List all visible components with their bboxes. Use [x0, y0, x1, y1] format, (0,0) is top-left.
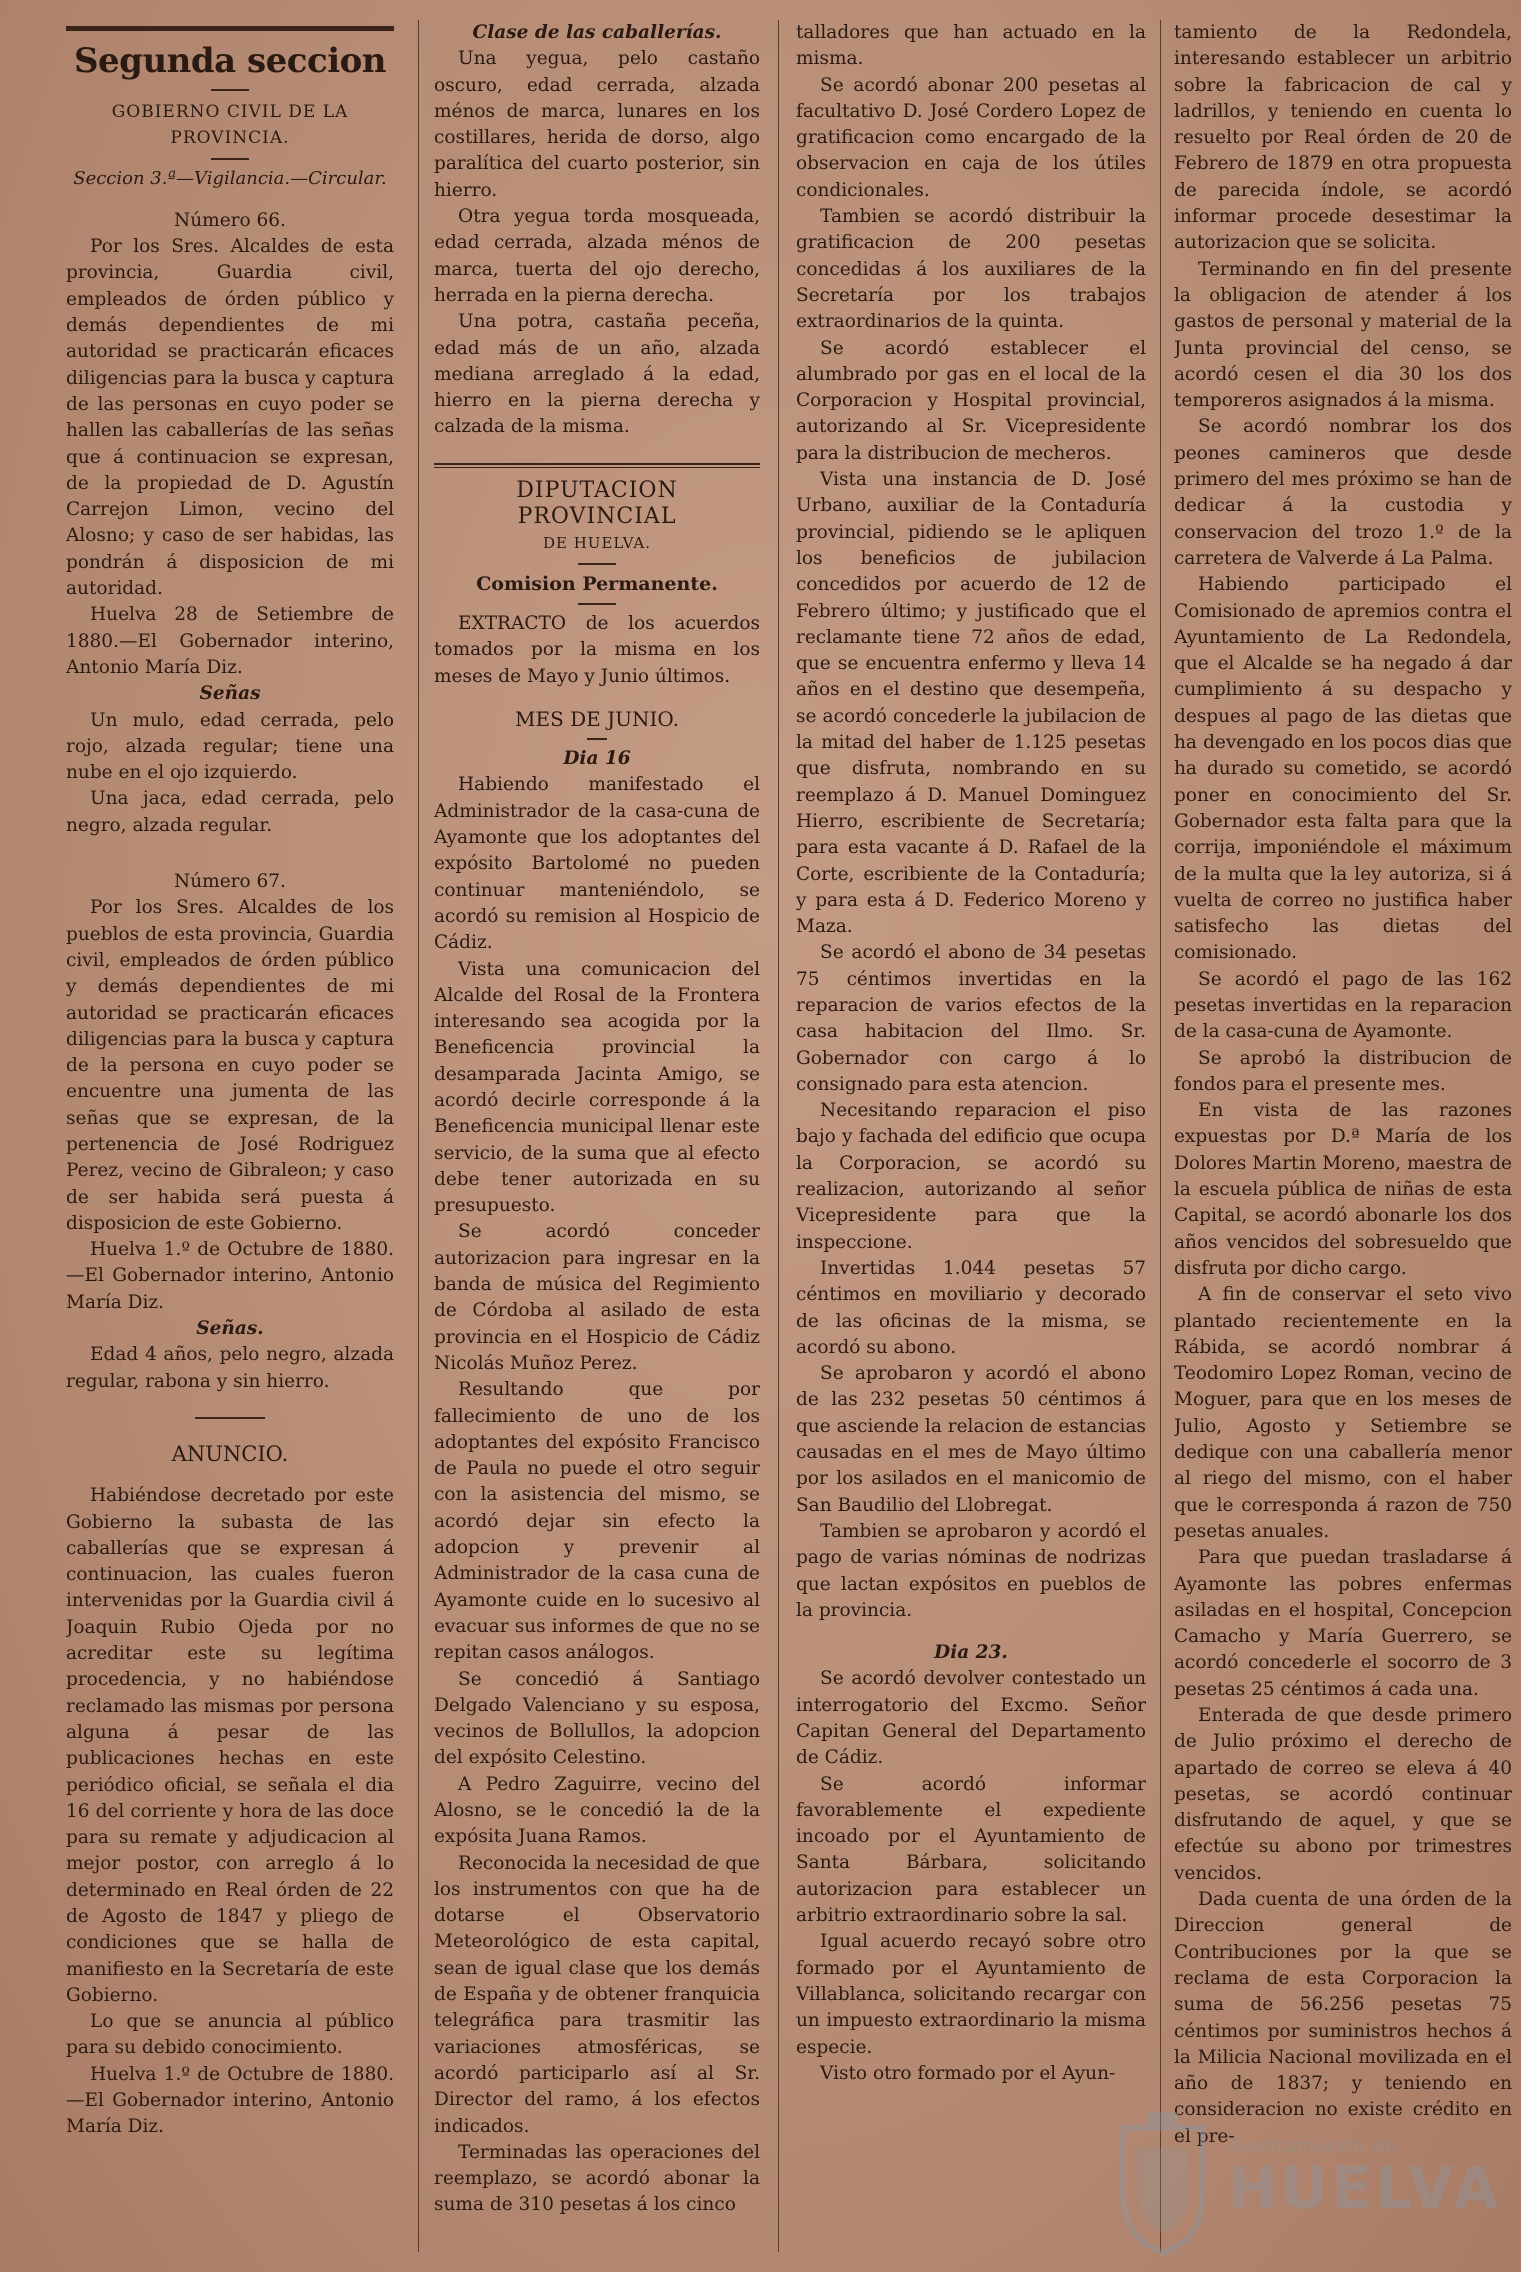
- acuerdo-paragraph: Se acordó devolver contestado un interrogatorio del Excmo. Señor Capitan General del Departamento de Cádiz.: [796, 1668, 1146, 1769]
- acuerdo-paragraph: Vista una comunicacion del Alcalde del Rosal de la Frontera interesando sea acogida por la Beneficencia provincial la desamparada Jacinta Amigo, se acordó decirle corresponde á la Beneficencia municipal llenar este servicio, de la suma que al efecto debe tener autorizada en su presupuesto.: [434, 958, 760, 1217]
- anuncio-body: Habiéndose decretado por este Gobierno la subasta de las caballerías que se expresan á continuacion, las cuales fueron intervenidas por la Guardia civil á Joaquin Rubio Ojeda por no acreditar este su legítima procedencia, y no habiéndose reclamado las mismas por persona alguna á pesar de las publicaciones hechas en este periódico oficial, se señala el dia 16 del corriente y hora de las doce para su remate y adjudicacion al mejor postor, con arreglo á lo determinado en Real órden de 22 de Agosto de 1847 y pliego de condiciones que se halla de manifiesto en la Secretaría de este Gobierno.: [66, 1485, 394, 2006]
- numero-66-senas-title: Señas: [199, 683, 261, 705]
- acuerdo-paragraph: En vista de las razones expuestas por D.ª María de los Dolores Martin Moreno, maestra de la escuela pública de niñas de esta Capital, se acordó abonarle los dos años vencidos del sobresueldo que disfruta por dicho cargo.: [1174, 1100, 1512, 1279]
- acuerdo-paragraph: Dada cuenta de una órden de la Direccion general de Contribuciones por la que se reclama de esta Corporacion la suma de 56.256 pesetas 75 céntimos por suministros hechos á la Milicia Nacional movilizada en el año de 1837; y teniendo en consideracion no existe crédito en el pre-: [1174, 1889, 1512, 2147]
- acuerdo-paragraph: Necesitando reparacion el piso bajo y fachada del edificio que ocupa la Corporacion, se acordó su realizacion, autorizando al señor Vicepresidente para que la inspeccione.: [796, 1100, 1146, 1253]
- diputacion-title: DIPUTACION PROVINCIAL: [516, 477, 678, 530]
- acuerdo-paragraph: Se aprobaron y acordó el abono de las 232 pesetas 50 céntimos á que asciende la relacion de estancias causadas en el mes de Mayo último por los asilados en el manicomio de San Baudilio del Llobregat.: [796, 1363, 1146, 1516]
- acuerdo-paragraph: Tambien se aprobaron y acordó el pago de varias nóminas de nodrizas que lactan expósitos en pueblos de la provincia.: [796, 1520, 1146, 1621]
- numero-66-title: Número 66.: [174, 209, 286, 231]
- coat-of-arms-icon: [1108, 2108, 1218, 2258]
- column-rule: [418, 20, 419, 2252]
- watermark-line-1: Ayuntamiento de: [1228, 2136, 1397, 2157]
- acuerdo-paragraph: Vista una instancia de D. José Urbano, auxiliar de la Contaduría provincial, pidiendo se le apliquen los beneficios de jubilacion concedidos por acuerdo de 12 de Febrero último; y justificado que el reclamante tiene 72 años de edad, que se encuentra enfermo y lleva 14 años en el destino que desempeña, se acordó concederle la jubilacion de la mitad del haber de 1.125 pesetas que disfruta, nombrando en su reemplazo á D. Manuel Dominguez Hierro, escribiente de Secretaría; para esta vacante á D. Rafael de la Corte, escribiente de la Contaduría; y para esta á D. Federico Moreno y Maza.: [796, 469, 1146, 938]
- clase-item-2: Otra yegua torda mosqueada, edad cerrada, alzada ménos de marca, tuerta del ojo derecho, herrada en la pierna derecha.: [434, 206, 760, 306]
- clase-item-3: Una potra, castaña peceña, edad más de un año, alzada mediana arreglado á la edad, hierro en la pierna derecha y calzada de la misma.: [434, 311, 760, 438]
- numero-67-sena-1: Edad 4 años, pelo negro, alzada regular, rabona y sin hierro.: [66, 1344, 394, 1392]
- dia-16-title: Dia 16: [563, 748, 631, 770]
- acuerdo-paragraph: Se acordó conceder autorizacion para ingresar en la banda de música del Regimiento de Córdoba al asilado de esta provincia en el Hospicio de Cádiz Nicolás Muñoz Perez.: [434, 1221, 760, 1374]
- acuerdo-paragraph: Reconocida la necesidad de que los instrumentos con que ha de dotarse el Observatorio Meteorológico de esta capital, sean de igual clase que los demás de España y de obtener franquicia telegráfica para trasmitir las variaciones atmosféricas, se acordó participarlo así al Sr. Director del ramo, á los efectos indicados.: [434, 1852, 760, 2137]
- acuerdo-paragraph: Invertidas 1.044 pesetas 57 céntimos en moviliario y decorado de las oficinas de la misma, se acordó su abono.: [796, 1257, 1146, 1358]
- column-rule: [1160, 20, 1161, 2252]
- numero-66-sena-1: Un mulo, edad cerrada, pelo rojo, alzada regular; tiene una nube en el ojo izquierdo.: [66, 709, 394, 784]
- column-3: [796, 20, 1146, 2262]
- numero-66-sena-2: Una jaca, edad cerrada, pelo negro, alzada regular.: [66, 788, 394, 836]
- divider: [211, 158, 249, 160]
- divider: [587, 738, 607, 740]
- comision-title: Comision Permanente.: [476, 572, 718, 595]
- acuerdo-paragraph: Se acordó el abono de 34 pesetas 75 céntimos invertidas en la reparacion de varios efectos de la casa habitacion del Ilmo. Sr. Gobernador con cargo á lo consignado para esta atencion.: [796, 942, 1146, 1095]
- watermark-line-2: HUELVA: [1228, 2154, 1503, 2222]
- seccion-line: Seccion 3.ª—Vigilancia.—Circular.: [73, 167, 387, 189]
- acuerdo-paragraph: Habiendo participado el Comisionado de apremios contra el Ayuntamiento de La Redondela, que el Alcalde se ha negado á dar cumplimiento á su despacho y despues al pago de las dietas que ha devengado en los pocos dias que ha durado su cometido, se acordó poner en conocimiento del Sr. Gobernador esta falta para que la corrija, imponiéndole el máximum de la multa que la ley autoriza, si á vuelta de correo no justifica haber satisfecho las dietas del comisionado.: [1174, 574, 1512, 964]
- divider: [195, 1417, 265, 1419]
- anuncio-signature: Huelva 1.º de Octubre de 1880.—El Gobernador interino, Antonio María Diz.: [66, 2063, 394, 2138]
- numero-67-title: Número 67.: [174, 871, 286, 893]
- numero-66-body: Por los Sres. Alcaldes de esta provincia, Guardia civil, empleados de órden público y demás dependientes de mi autoridad se practicarán eficaces diligencias para la busca y captura de las personas en cuyo poder se hallen las caballerías de las señas que á continuacion se expresan, de la propiedad de D. Agustín Carrejon Limon, vecino del Alosno; y caso de ser habidas, las pondrán á disposicion de mi autoridad.: [66, 236, 394, 600]
- column-rule: [778, 20, 779, 2252]
- extracto: EXTRACTO de los acuerdos tomados por la misma en los meses de Mayo y Junio últimos.: [434, 612, 760, 687]
- numero-66-signature: Huelva 28 de Setiembre de 1880.—El Gobernador interino, Antonio María Diz.: [66, 604, 394, 678]
- acuerdo-paragraph: Resultando que por fallecimiento de uno de los adoptantes del expósito Francisco de Paula no puede el otro seguir con la asistencia del mismo, se acordó dejar sin efecto la adopcion y prevenir al Administrador de la casa cuna de Ayamonte cuide en lo sucesivo al evacuar sus informes de que no se repitan casos análogos.: [434, 1379, 760, 1664]
- column-4: [1174, 20, 1512, 2262]
- mes-title: MES DE JUNIO.: [515, 706, 679, 731]
- anuncio-title: ANUNCIO.: [171, 1441, 289, 1466]
- acuerdo-paragraph: tamiento de la Redondela, interesando establecer un arbitrio sobre la fabricacion de cal y ladrillos, y teniendo en cuenta lo resuelto por Real órden de 20 de Febrero de 1879 en otra propuesta de parecida índole, se acordó informar procede desestimar la autorizacion que se solicita.: [1174, 22, 1512, 254]
- acuerdo-paragraph: Se acordó el pago de las 162 pesetas invertidas en la reparacion de la casa-cuna de Ayamonte.: [1174, 968, 1512, 1043]
- acuerdo-paragraph: Para que puedan trasladarse á Ayamonte las pobres enfermas asiladas en el hospital, Concepcion Camacho y María Guerrero, se acordó concederle el socorro de 3 pesetas 25 céntimos á cada una.: [1174, 1547, 1512, 1700]
- section-title: Segunda seccion: [73, 41, 387, 81]
- acuerdo-paragraph: Visto otro formado por el Ayun-: [820, 2062, 1116, 2084]
- acuerdo-paragraph: Se acordó abonar 200 pesetas al facultativo D. José Cordero Lopez de gratificacion como encargado de la observacion en caja de los útiles condicionales.: [796, 74, 1146, 201]
- gov-title: GOBIERNO CIVIL DE LA PROVINCIA.: [111, 102, 349, 149]
- clase-item-1: Una yegua, pelo castaño oscuro, edad cerrada, alzada ménos de marca, lunares en los costillares, herida de dorso, algo paralítica del cuarto posterior, sin hierro.: [434, 48, 760, 201]
- watermark-text: [1228, 2136, 1503, 2222]
- top-rule: [66, 26, 394, 31]
- acuerdo-paragraph: Terminadas las operaciones del reemplazo, se acordó abonar la suma de 310 pesetas á los cinco: [434, 2141, 760, 2216]
- acuerdo-paragraph: A fin de conservar el seto vivo plantado recientemente en la Rábida, se acordó nombrar á Teodomiro Lopez Roman, vecino de Moguer, para que en los meses de Julio, Agosto y Setiembre se dedique con una caballería menor al riego del mismo, con el haber que le corresponda á razon de 750 pesetas anuales.: [1174, 1284, 1512, 1542]
- acuerdo-paragraph: Se acordó nombrar los dos peones camineros que desde primero del mes próximo se han de dedicar á la custodia y conservacion del trozo 1.º de la carretera de Valverde á La Palma.: [1174, 416, 1512, 569]
- acuerdo-paragraph: Enterada de que desde primero de Julio próximo el derecho de apartado de correo se eleva á 40 pesetas, se acordó continuar disfrutando de aquel, y que se efectúe su abono por trimestres vencidos.: [1174, 1705, 1512, 1884]
- clase-title: Clase de las caballerías.: [472, 22, 722, 43]
- acuerdo-paragraph: talladores que han actuado en la misma.: [796, 22, 1146, 70]
- column-1: [66, 20, 394, 2262]
- anuncio-paragraph-2: Lo que se anuncia al público para su debido conocimiento.: [66, 2011, 394, 2059]
- column-2: [434, 20, 760, 2262]
- numero-67-senas-title: Señas.: [196, 1318, 264, 1340]
- acuerdo-paragraph: Se acordó establecer el alumbrado por gas en el local de la Corporacion y Hospital provincial, autorizando al Sr. Vicepresidente para la distribucion de mecheros.: [796, 337, 1146, 464]
- divider: [578, 563, 616, 565]
- divider: [578, 603, 616, 605]
- acuerdo-paragraph: Habiendo manifestado el Administrador de la casa-cuna de Ayamonte que los adoptantes del expósito Bartolomé no pueden continuar manteniéndolo, se acordó su remision al Hospicio de Cádiz.: [434, 774, 760, 954]
- dia-23-title: Dia 23.: [934, 1642, 1008, 1664]
- acuerdo-paragraph: A Pedro Zaguirre, vecino del Alosno, se le concedió la de la expósita Juana Ramos.: [434, 1773, 760, 1848]
- divider: [211, 89, 249, 91]
- numero-67-signature: Huelva 1.º de Octubre de 1880.—El Gobernador interino, Antonio María Diz.: [66, 1239, 394, 1313]
- acuerdo-paragraph: Igual acuerdo recayó sobre otro formado por el Ayuntamiento de Villablanca, solicitando recargar con un impuesto extraordinario la misma especie.: [796, 1931, 1146, 2058]
- double-rule: [434, 463, 760, 468]
- diputacion-subtitle: DE HUELVA.: [542, 534, 651, 553]
- acuerdo-paragraph: Terminando en fin del presente la obligacion de atender á los gastos de personal y material de la Junta provincial del censo, se acordó cesen el dia 30 los dos temporeros asignados á la misma.: [1174, 258, 1512, 412]
- acuerdo-paragraph: Se concedió á Santiago Delgado Valenciano y su esposa, vecinos de Bollullos, la adopcion del expósito Celestino.: [434, 1668, 760, 1769]
- acuerdo-paragraph: Tambien se acordó distribuir la gratificacion de 200 pesetas concedidas á los auxiliares de la Secretaría por los trabajos extraordinarios de la quinta.: [796, 206, 1146, 333]
- acuerdo-paragraph: Se acordó informar favorablemente el expediente incoado por el Ayuntamiento de Santa Bárbara, solicitando autorizacion para establecer un arbitrio extraordinario sobre la sal.: [796, 1773, 1146, 1927]
- ayuntamiento-watermark: [1108, 2100, 1512, 2265]
- acuerdo-paragraph: Se aprobó la distribucion de fondos para el presente mes.: [1174, 1047, 1512, 1095]
- numero-67-body: Por los Sres. Alcaldes de los pueblos de esta provincia, Guardia civil, empleados de órden público y demás dependientes de mi autoridad se practicarán eficaces diligencias para la busca y captura de la persona en cuyo poder se encuentre una jumenta de las señas que se expresan, de la pertenencia de José Rodriguez Perez, vecino de Gibraleon; y caso de ser habida será puesta á disposicion de este Gobierno.: [66, 897, 394, 1234]
